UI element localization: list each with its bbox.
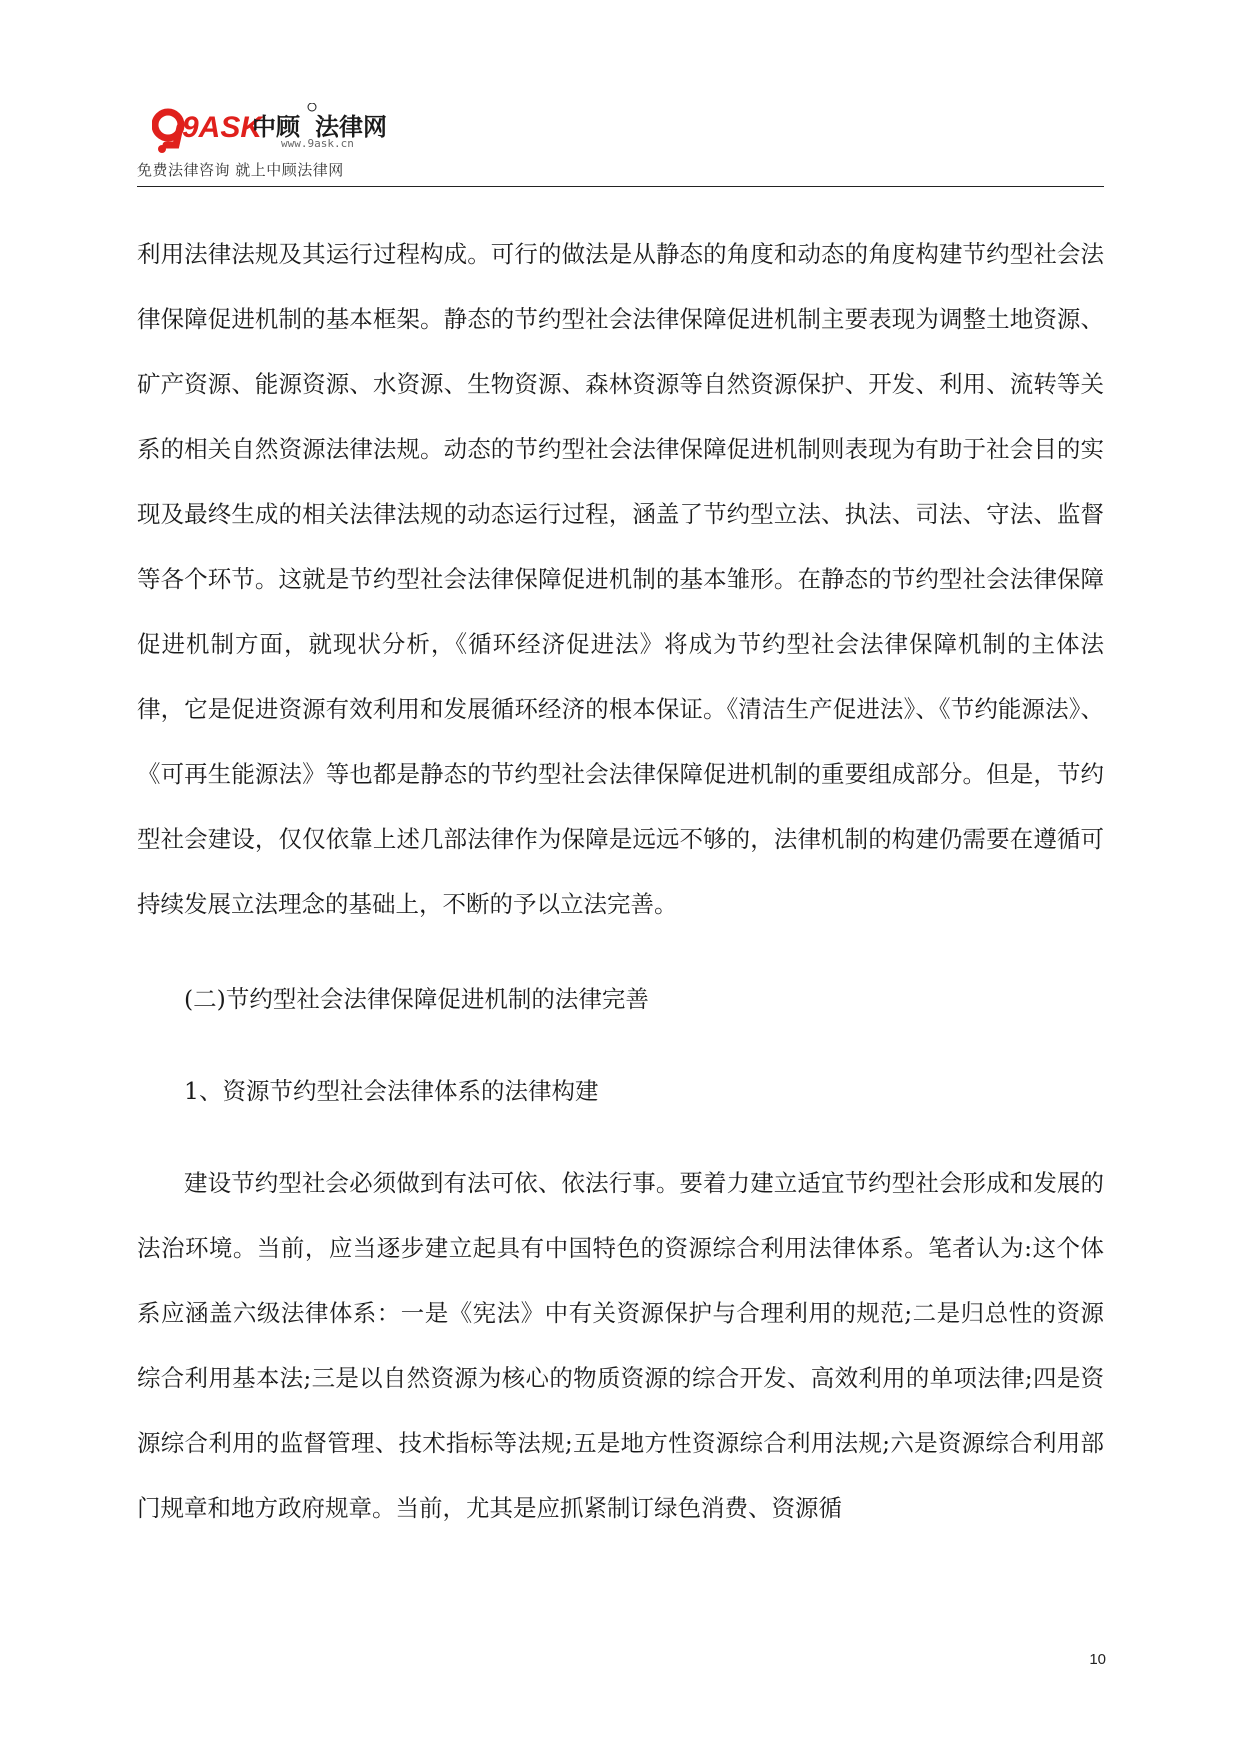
- logo-name: 中顾: [252, 113, 300, 141]
- section-spacer: [137, 1032, 1104, 1059]
- page-number: 10: [1089, 1651, 1106, 1668]
- body-paragraph-continued: 利用法律法规及其运行过程构成。可行的做法是从静态的角度和动态的角度构建节约型社会法律保障促进机制的基本框架。静态的节约型社会法律保障促进机制主要表现为调整土地资源、矿产资源、能源资源、水资源、生物资源、森林资源等自然资源保护、开发、利用、流转等关系的相关自然资源法律法规。动态的节约型社会法律保障促进机制则表现为有助于社会目的实现及最终生成的相关法律法规的动态运行过程，涵盖了节约型立法、执法、司法、守法、监督等各个环节。这就是节约型社会法律保障促进机制的基本雏形。在静态的节约型社会法律保障促进机制方面，就现状分析，《循环经济促进法》将成为节约型社会法律保障机制的主体法律，它是促进资源有效利用和发展循环经济的根本保证。《清洁生产促进法》、《节约能源法》、《可再生能源法》等也都是静态的节约型社会法律保障促进机制的重要组成部分。但是，节约型社会建设，仅仅依靠上述几部法律作为保障是远远不够的，法律机制的构建仍需要在遵循可持续发展立法理念的基础上，不断的予以立法完善。: [137, 240, 1104, 918]
- question-mark-icon: [155, 112, 181, 153]
- section-spacer: [137, 1124, 1104, 1151]
- trademark-icon: [308, 103, 316, 111]
- subsection-heading: 1、资源节约型社会法律体系的法律构建: [184, 1077, 599, 1105]
- section-heading: (二)节约型社会法律保障促进机制的法律完善: [184, 985, 649, 1013]
- logo-tagline: 免费法律咨询 就上中顾法律网: [137, 161, 344, 179]
- body-paragraph: 建设节约型社会必须做到有法可依、依法行事。要着力建立适宜节约型社会形成和发展的法治环境。当前，应当逐步建立起具有中国特色的资源综合利用法律体系。笔者认为:这个体系应涵盖六级法律体系：一是《宪法》中有关资源保护与合理利用的规范;二是归总性的资源综合利用基本法;三是以自然资源为核心的物质资源的综合开发、高效利用的单项法律;四是资源综合利用的监督管理、技术指标等法规;五是地方性资源综合利用法规;六是资源综合利用部门规章和地方政府规章。当前，尤其是应抓紧制订绿色消费、资源循: [137, 1169, 1104, 1522]
- document-body: [137, 222, 1104, 1541]
- logo-brand: 9ASK: [182, 111, 263, 144]
- section-spacer: [137, 937, 1104, 967]
- logo-url: www.9ask.cn: [281, 137, 354, 150]
- page-header: [137, 95, 1097, 187]
- logo-suffix: 法律网: [315, 113, 387, 141]
- header-divider: [137, 186, 1104, 187]
